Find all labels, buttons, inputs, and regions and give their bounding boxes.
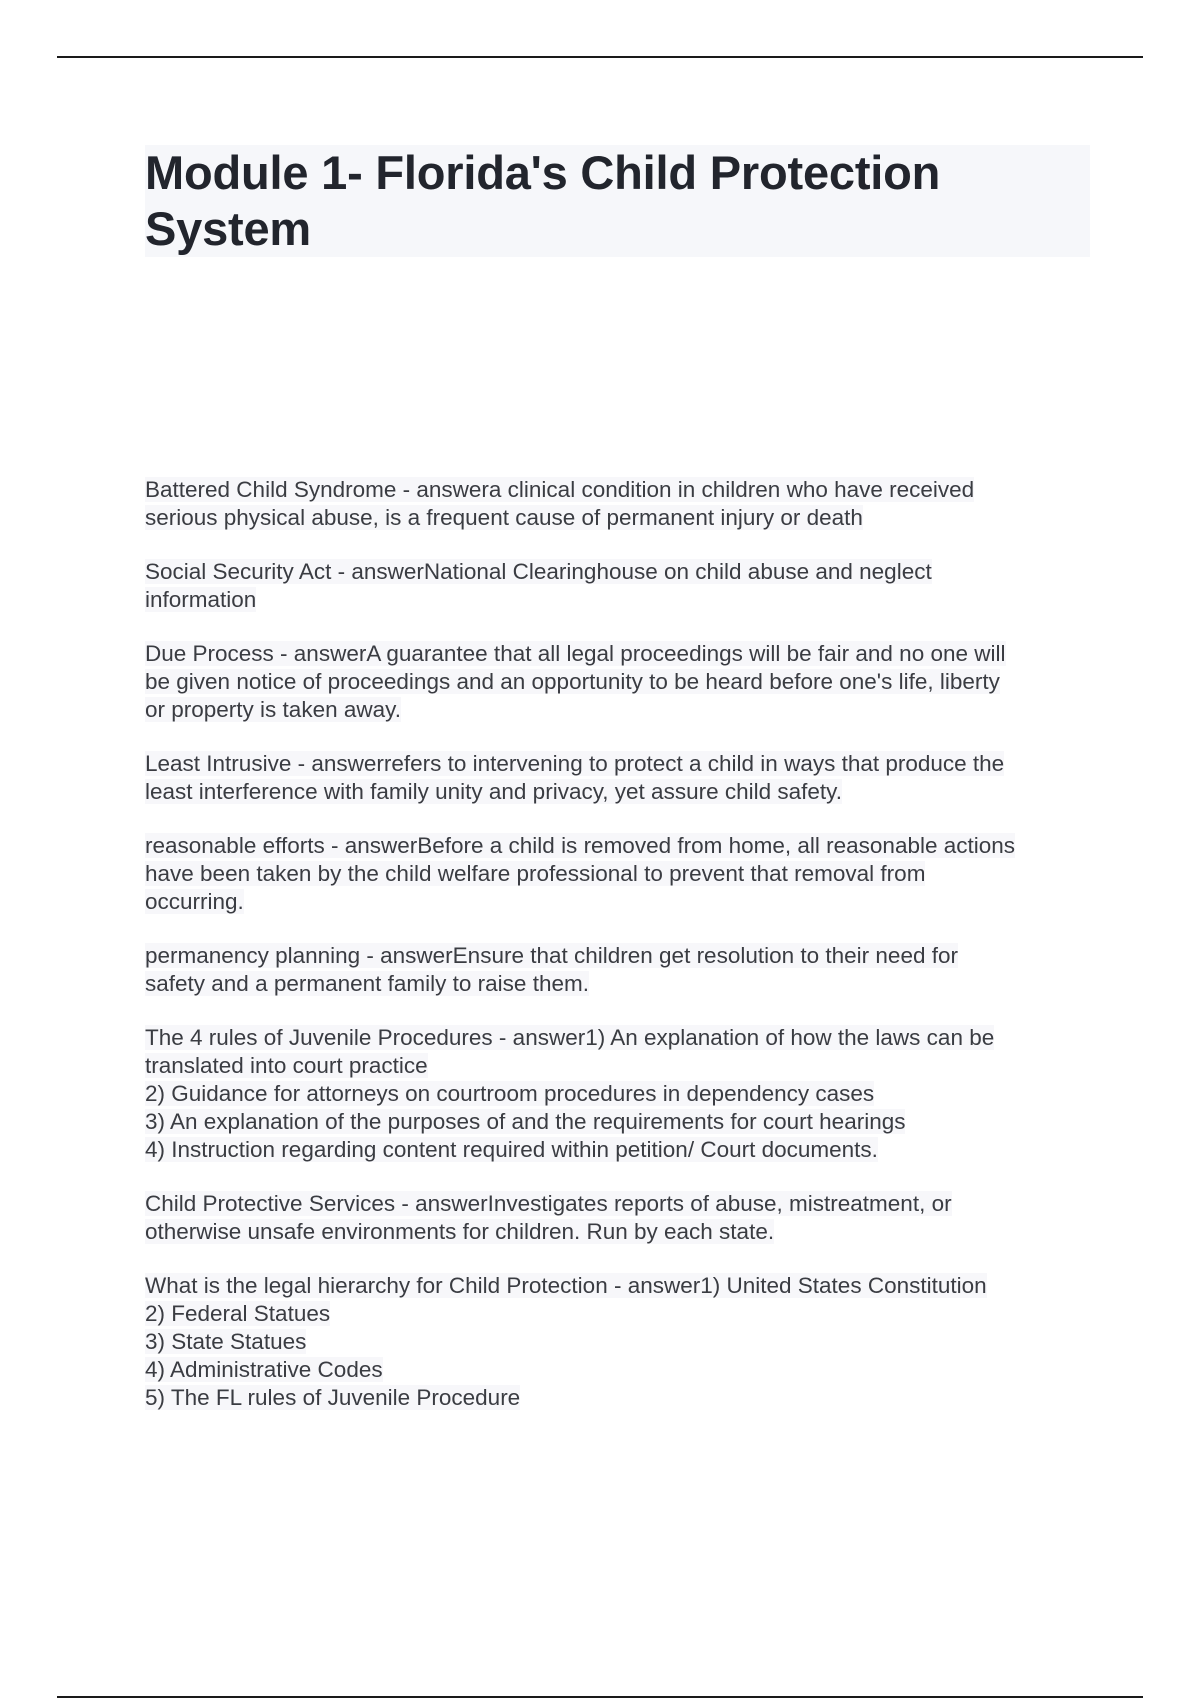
entry-line: permanency planning - answerEnsure that children get resolution to their need for	[145, 943, 958, 968]
entry-line: 2) Guidance for attorneys on courtroom procedures in dependency cases	[145, 1081, 875, 1106]
entry-line: 4) Administrative Codes	[145, 1357, 383, 1382]
entry-line: Battered Child Syndrome - answera clinical condition in children who have received	[145, 477, 975, 502]
entry-line: translated into court practice	[145, 1053, 428, 1078]
entry-line: Child Protective Services - answerInvestigates reports of abuse, mistreatment, or	[145, 1191, 952, 1216]
entry-line: Least Intrusive - answerrefers to intervening to protect a child in ways that produce the	[145, 751, 1005, 776]
top-divider	[57, 56, 1143, 58]
entry-line: least interference with family unity and privacy, yet assure child safety.	[145, 779, 842, 804]
flashcard-entry	[145, 558, 1100, 614]
entry-line: 5) The FL rules of Juvenile Procedure	[145, 1385, 521, 1410]
entry-line: reasonable efforts - answerBefore a child is removed from home, all reasonable actions	[145, 833, 1016, 858]
entry-line: 3) An explanation of the purposes of and the requirements for court hearings	[145, 1109, 906, 1134]
entry-line: 2) Federal Statues	[145, 1301, 331, 1326]
entry-line: otherwise unsafe environments for children. Run by each state.	[145, 1219, 775, 1244]
flashcard-entry	[145, 476, 1100, 532]
entry-line: be given notice of proceedings and an opportunity to be heard before one's life, liberty	[145, 669, 1000, 694]
entry-line: safety and a permanent family to raise them.	[145, 971, 589, 996]
flashcard-entry	[145, 832, 1100, 916]
entry-line: or property is taken away.	[145, 697, 401, 722]
entry-line: Social Security Act - answerNational Clearinghouse on child abuse and neglect	[145, 559, 932, 584]
flashcard-entry	[145, 1024, 1100, 1164]
flashcard-list	[145, 476, 1100, 1438]
bottom-divider	[57, 1696, 1143, 1698]
entry-line: information	[145, 587, 257, 612]
entry-line: 3) State Statues	[145, 1329, 307, 1354]
flashcard-entry	[145, 1190, 1100, 1246]
entry-line: occurring.	[145, 889, 244, 914]
flashcard-entry	[145, 750, 1100, 806]
flashcard-entry	[145, 1272, 1100, 1412]
entry-line: Due Process - answerA guarantee that all legal proceedings will be fair and no one will	[145, 641, 1006, 666]
page-title	[145, 145, 1090, 257]
flashcard-entry	[145, 640, 1100, 724]
entry-line: The 4 rules of Juvenile Procedures - answer1) An explanation of how the laws can be	[145, 1025, 995, 1050]
entry-line: have been taken by the child welfare professional to prevent that removal from	[145, 861, 926, 886]
page-title-line: Module 1- Florida's Child Protection	[145, 146, 941, 199]
entry-line: 4) Instruction regarding content required within petition/ Court documents.	[145, 1137, 878, 1162]
flashcard-entry	[145, 942, 1100, 998]
entry-line: serious physical abuse, is a frequent cause of permanent injury or death	[145, 505, 863, 530]
entry-line: What is the legal hierarchy for Child Protection - answer1) United States Constitution	[145, 1273, 987, 1298]
page-title-line: System	[145, 202, 312, 255]
